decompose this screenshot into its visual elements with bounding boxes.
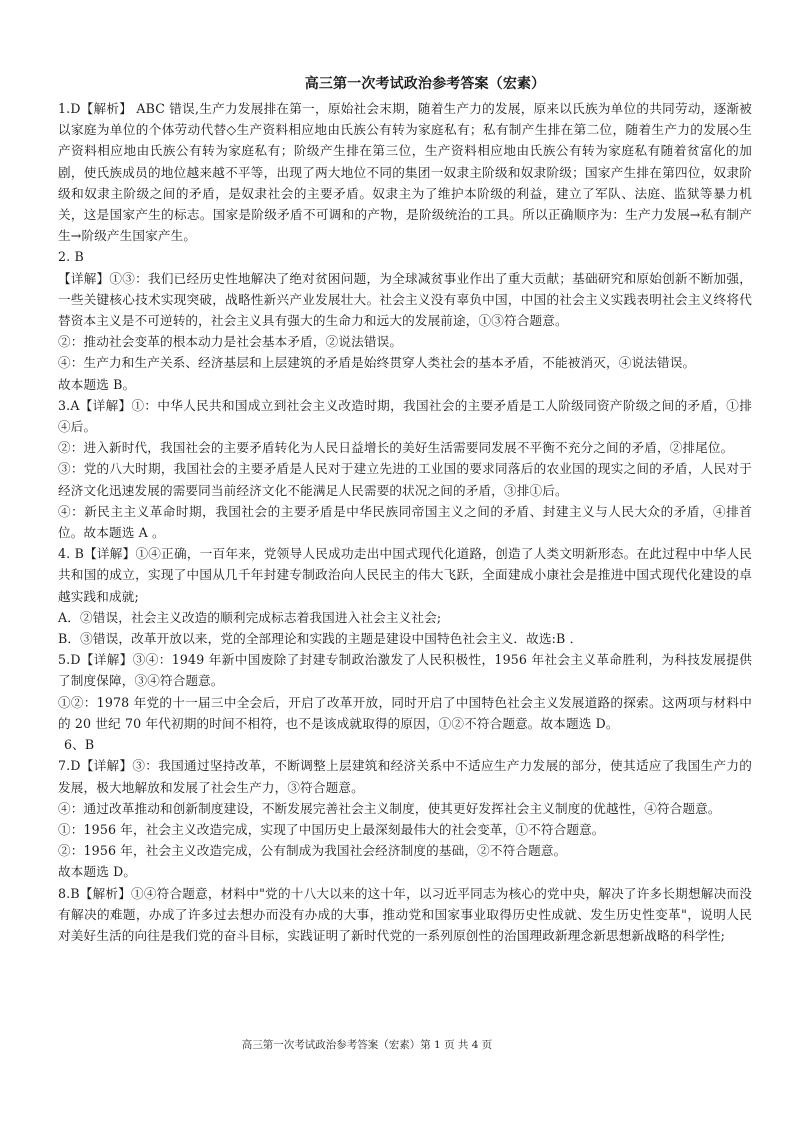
answer-paragraph: ①②：1978 年党的十一届三中全会后，开启了改革开放，同时开启了中国特色社会主义发展道路的探索。这两项与材料中的 20 世纪 70 年代初期的时间不相符，也不是该成就取得的原因，①②不符合题意。故本题选 D。 — [58, 694, 752, 731]
answer-paragraph: ③：党的八大时期，我国社会的主要矛盾是人民对于建立先进的工业国的要求同落后的农业国的现实之间的矛盾，人民对于经济文化迅速发展的需要同当前经济文化不能满足人民需要的状况之间的矛盾，③排①后。 — [58, 461, 752, 498]
answer-paragraph: 5.D【详解】③④：1949 年新中国废除了封建专制政治激发了人民积极性，1956 年社会主义革命胜利，为科技发展提供了制度保障，③④符合题意。 — [58, 652, 752, 689]
answer-paragraph: ①：1956 年，社会主义改造完成，实现了中国历史上最深刻最伟大的社会变革，①不符合题意。 — [58, 821, 605, 837]
answer-paragraph: 2. B — [58, 249, 84, 265]
answer-paragraph: 8.B【解析】①④符合题意，材料中"党的十八大以来的这十年，以习近平同志为核心的党中央，解决了许多长期想解决而没有解决的难题，办成了许多过去想办而没有办成的大事，推动党和国家事业取得历史性成就、发生历史性变革"，说明人民对美好生活的向往是我们党的奋斗目标，实践证明了新时代党的一系列原创性的治国理政新理念新思想新战略的科学性; — [58, 885, 752, 943]
answer-document — [58, 72, 752, 946]
answer-paragraph: 【详解】①③：我们已经历史性地解决了绝对贫困问题，为全球减贫事业作出了重大贡献；基础研究和原始创新不断加强，一些关键核心技术实现突破，战略性新兴产业发展壮大。社会主义没有辜负中国，中国的社会主义实践表明社会主义终将代替资本主义是不可逆转的，社会主义具有强大的生命力和远大的发展前途，①③符合题意。 — [58, 270, 752, 329]
answer-paragraph: B．③错误，改革开放以来，党的全部理论和实践的主题是建设中国特色社会主义．故选:B ． — [58, 631, 583, 647]
answer-paragraph: A．②错误，社会主义改造的顺利完成标志着我国进入社会主义社会; — [58, 609, 442, 625]
answer-paragraph: 6、B — [64, 737, 95, 753]
answer-paragraph: ②：1956 年，社会主义改造完成，公有制成为我国社会经济制度的基础，②不符合题意。 — [58, 843, 567, 859]
page-title: 高三第一次考试政治参考答案（宏素） — [304, 76, 546, 92]
answer-paragraph: 7.D【详解】③：我国通过坚持改革，不断调整上层建筑和经济关系中不适应生产力发展的部分，使其适应了我国生产力的发展，极大地解放和发展了社会生产力，③符合题意。 — [58, 758, 752, 795]
answer-paragraph: ②：进入新时代，我国社会的主要矛盾转化为人民日益增长的美好生活需要同发展不平衡不充分之间的矛盾，②排尾位。 — [58, 440, 734, 456]
answer-paragraph: 故本题选 B。 — [58, 376, 136, 392]
answer-paragraph: 4. B【详解】①④正确，一百年来，党领导人民成功走出中国式现代化道路，创造了人类文明新形态。在此过程中中华人民共和国的成立，实现了中国从几千年封建专制政治向人民民主的伟大飞跃，全面建成小康社会是推进中国式现代化建设的卓越实践和成就; — [58, 546, 752, 604]
answer-paragraph: 1.D【解析】 ABC 错误,生产力发展排在第一，原始社会末期，随着生产力的发展，原来以氏族为单位的共同劳动，逐渐被以家庭为单位的个体劳动代替◇生产资料相应地由氏族公有转为家庭私有；私有制产生排在第二位，随着生产力的发展◇生产资料相应地由氏族公有转为家庭私有；阶级产生排在第三位，生产资料相应地由氏族公有转为家庭私有随着贫富化的加剧，使氏族成员的地位越来越不平等，出现了两大地位不同的集团一奴隶主阶级和奴隶阶级；国家产生排在第四位，奴隶阶级和奴隶主阶级之间的矛盾，是奴隶社会的主要矛盾。奴隶主为了维护本阶级的利益，建立了军队、法庭、监狱等暴力机关，这是国家产生的标志。国家是阶级矛盾不可调和的产物，是阶级统治的工具。所以正确顺序为：生产力发展→私有制产生→阶级产生国家产生。 — [58, 101, 752, 244]
answer-paragraph: ②：推动社会变革的根本动力是社会基本矛盾，②说法错误。 — [58, 334, 403, 350]
answer-paragraph: ④：新民主主义革命时期，我国社会的主要矛盾是中华民族同帝国主义之间的矛盾、封建主义与人民大众的矛盾，④排首位。故本题选 A 。 — [58, 503, 752, 541]
answer-paragraph: ④：生产力和生产关系、经济基层和上层建筑的矛盾是始终贯穿人类社会的基本矛盾，不能被消灭，④说法错误。 — [58, 355, 696, 371]
answer-paragraph: 3.A【详解】①：中华人民共和国成立到社会主义改造时期，我国社会的主要矛盾是工人阶级同资产阶级之间的矛盾，①排④后。 — [58, 397, 752, 435]
page-footer: 高三第一次考试政治参考答案（宏素）第 1 页 共 4 页 — [241, 1039, 493, 1051]
answer-paragraph: 故本题选 D。 — [58, 864, 137, 880]
answer-paragraph: ④：通过改革推动和创新制度建设，不断发展完善社会主义制度，使其更好发挥社会主义制度的优越性，④符合题意。 — [58, 800, 721, 816]
